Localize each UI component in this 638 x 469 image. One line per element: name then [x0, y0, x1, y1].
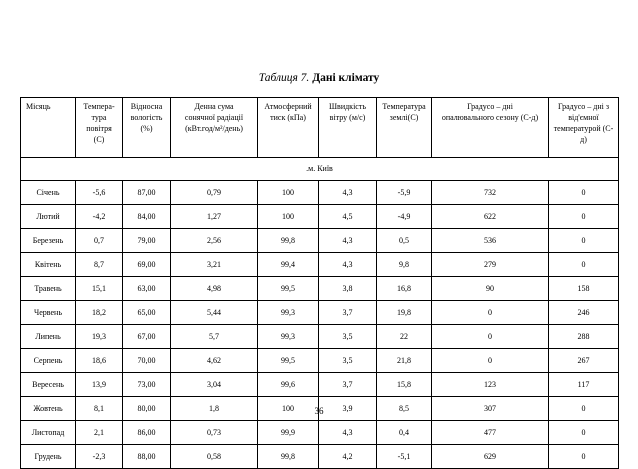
table-cell: 3,9 [319, 397, 377, 421]
table-cell: 0 [549, 445, 619, 469]
table-cell: 307 [432, 397, 549, 421]
table-cell: 3,7 [319, 301, 377, 325]
month-cell: Травень [21, 277, 76, 301]
table-cell: 246 [549, 301, 619, 325]
table-cell: 2,1 [76, 421, 123, 445]
month-cell: Листопад [21, 421, 76, 445]
table-cell: 80,00 [123, 397, 171, 421]
page-number: 36 [314, 406, 324, 416]
table-cell: 99,6 [258, 373, 319, 397]
month-cell: Липень [21, 325, 76, 349]
month-cell: Січень [21, 181, 76, 205]
table-cell: 100 [258, 181, 319, 205]
table-cell: 732 [432, 181, 549, 205]
table-cell: 99,8 [258, 445, 319, 469]
column-header: Градусо – дні опалювального сезону (С-д) [432, 98, 549, 158]
table-cell: 536 [432, 229, 549, 253]
table-cell: 13,9 [76, 373, 123, 397]
table-cell: 158 [549, 277, 619, 301]
table-cell: 4,62 [171, 349, 258, 373]
table-cell: 0 [432, 325, 549, 349]
table-cell: 70,00 [123, 349, 171, 373]
table-cell: 0,79 [171, 181, 258, 205]
table-cell: 99,5 [258, 349, 319, 373]
table-row [21, 421, 619, 445]
month-cell: Лютий [21, 205, 76, 229]
table-cell: 67,00 [123, 325, 171, 349]
table-cell: 88,00 [123, 445, 171, 469]
table-cell: 4,3 [319, 421, 377, 445]
table-cell: 3,21 [171, 253, 258, 277]
table-cell: -5,1 [377, 445, 432, 469]
city-row [21, 158, 619, 181]
table-cell: 3,04 [171, 373, 258, 397]
table-header [21, 98, 619, 158]
table-cell: 99,8 [258, 229, 319, 253]
table-cell: 0 [549, 421, 619, 445]
table-cell: 3,5 [319, 325, 377, 349]
table-cell: 86,00 [123, 421, 171, 445]
table-cell: 3,5 [319, 349, 377, 373]
table-cell: 0 [549, 205, 619, 229]
table-cell: -5,6 [76, 181, 123, 205]
table-row [21, 181, 619, 205]
month-cell: Березень [21, 229, 76, 253]
table-cell: 73,00 [123, 373, 171, 397]
table-cell: 1,27 [171, 205, 258, 229]
table-cell: -4,9 [377, 205, 432, 229]
table-cell: -5,9 [377, 181, 432, 205]
table-caption-title: Дані клімату [312, 72, 380, 84]
table-cell: 19,3 [76, 325, 123, 349]
table-cell: 1,8 [171, 397, 258, 421]
table-cell: 15,8 [377, 373, 432, 397]
column-header: Денна сума сонячної радіації (кВт.год/м²/день) [171, 98, 258, 158]
table-row [21, 445, 619, 469]
table-cell: 79,00 [123, 229, 171, 253]
table-cell: 84,00 [123, 205, 171, 229]
table-cell: 3,8 [319, 277, 377, 301]
column-header: Швидкість вітру (м/с) [319, 98, 377, 158]
table-cell: 0,58 [171, 445, 258, 469]
table-row [21, 229, 619, 253]
table-cell: 0 [549, 181, 619, 205]
column-header: Градусо – дні з від'ємної температурой (С-д) [549, 98, 619, 158]
table-cell: 4,98 [171, 277, 258, 301]
column-header: Температура землі(С) [377, 98, 432, 158]
table-cell: 69,00 [123, 253, 171, 277]
table-cell: 117 [549, 373, 619, 397]
table-cell: 279 [432, 253, 549, 277]
column-header: Темпера- тура повітря (С) [76, 98, 123, 158]
table-cell: 5,44 [171, 301, 258, 325]
table-row [21, 301, 619, 325]
table-row [21, 325, 619, 349]
table-cell: 288 [549, 325, 619, 349]
table-cell: 3,7 [319, 373, 377, 397]
table-cell: 0,73 [171, 421, 258, 445]
table-cell: 629 [432, 445, 549, 469]
table-cell: 4,3 [319, 253, 377, 277]
table-cell: 21,8 [377, 349, 432, 373]
table-cell: 8,7 [76, 253, 123, 277]
table-row [21, 253, 619, 277]
table-cell: 99,3 [258, 301, 319, 325]
table-cell: 0 [432, 349, 549, 373]
table-cell: 15,1 [76, 277, 123, 301]
table-cell: 4,3 [319, 181, 377, 205]
table-cell: 0 [549, 253, 619, 277]
table-cell: 4,5 [319, 205, 377, 229]
city-label: .м. Київ [21, 158, 619, 181]
column-header: Місяць [21, 98, 76, 158]
table-cell: 0,5 [377, 229, 432, 253]
table-cell: 0 [549, 229, 619, 253]
table-caption [0, 71, 638, 85]
table-cell: 0 [549, 397, 619, 421]
table-cell: 0,7 [76, 229, 123, 253]
table-cell: 99,9 [258, 421, 319, 445]
table-cell: 8,1 [76, 397, 123, 421]
table-cell: 622 [432, 205, 549, 229]
month-cell: Квітень [21, 253, 76, 277]
table-caption-number: Таблиця 7. [258, 72, 310, 84]
table-cell: 477 [432, 421, 549, 445]
table-cell: 19,8 [377, 301, 432, 325]
table-cell: 4,2 [319, 445, 377, 469]
table-cell: -2,3 [76, 445, 123, 469]
table-cell: 4,3 [319, 229, 377, 253]
table-cell: 100 [258, 397, 319, 421]
table-row [21, 205, 619, 229]
table-body [21, 158, 619, 469]
month-cell: Грудень [21, 445, 76, 469]
table-cell: -4,2 [76, 205, 123, 229]
table-cell: 90 [432, 277, 549, 301]
table-cell: 267 [549, 349, 619, 373]
table-row [21, 349, 619, 373]
table-row [21, 373, 619, 397]
table-cell: 123 [432, 373, 549, 397]
table-cell: 18,2 [76, 301, 123, 325]
table-cell: 0 [432, 301, 549, 325]
column-header: Відносна вологість (%) [123, 98, 171, 158]
month-cell: Вересень [21, 373, 76, 397]
table-cell: 99,3 [258, 325, 319, 349]
table-cell: 8,5 [377, 397, 432, 421]
column-header: Атмосферний тиск (кПа) [258, 98, 319, 158]
table-cell: 18,6 [76, 349, 123, 373]
table-cell: 0,4 [377, 421, 432, 445]
table-cell: 99,4 [258, 253, 319, 277]
table-cell: 9,8 [377, 253, 432, 277]
header-row [21, 98, 619, 158]
table-cell: 2,56 [171, 229, 258, 253]
month-cell: Жовтень [21, 397, 76, 421]
table-cell: 22 [377, 325, 432, 349]
table-cell: 100 [258, 205, 319, 229]
table-cell: 65,00 [123, 301, 171, 325]
table-row [21, 277, 619, 301]
table-cell: 16,8 [377, 277, 432, 301]
table-cell: 99,5 [258, 277, 319, 301]
month-cell: Серпень [21, 349, 76, 373]
month-cell: Червень [21, 301, 76, 325]
table-cell: 5,7 [171, 325, 258, 349]
table-cell: 63,00 [123, 277, 171, 301]
table-cell: 87,00 [123, 181, 171, 205]
